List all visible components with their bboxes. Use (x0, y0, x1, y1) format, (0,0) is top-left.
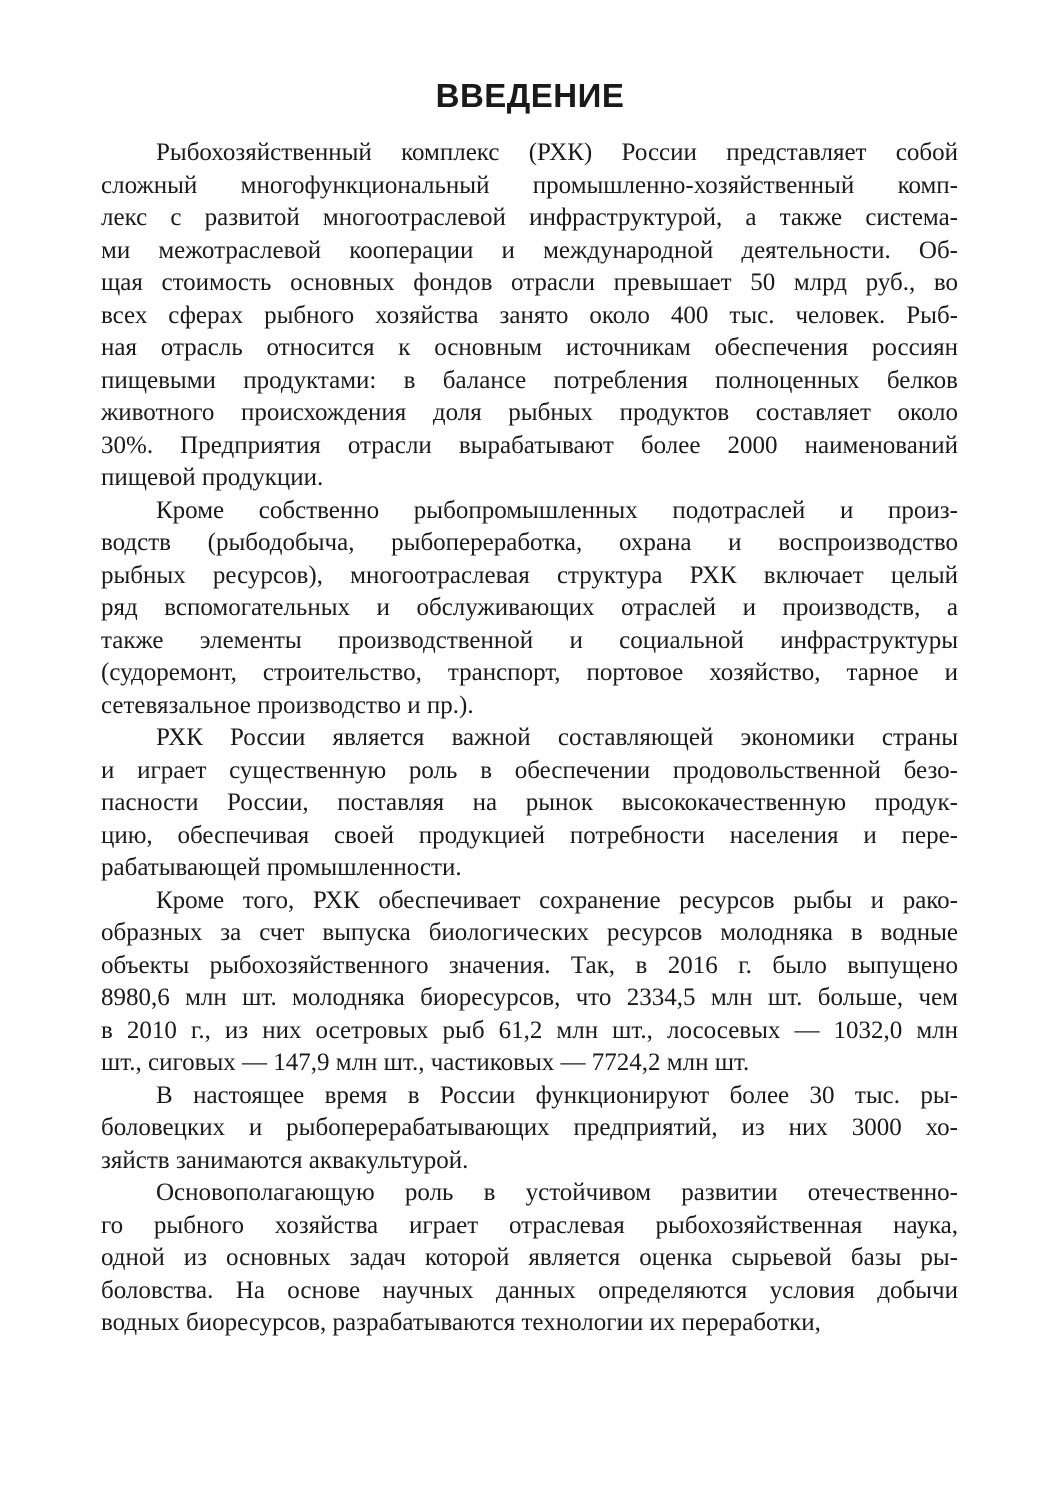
text-line: сложный многофункциональный промышленно-хозяйственный комп- (101, 171, 958, 199)
paragraph (101, 137, 958, 495)
text-line: Кроме того, РХК обеспечивает сохранение ресурсов рыбы и рако- (156, 886, 958, 914)
text-line: (судоремонт, строительство, транспорт, портовое хозяйство, тарное и (101, 659, 958, 686)
paragraph (101, 1177, 958, 1340)
text-line: сетевязальное производство и пр.). (101, 691, 474, 719)
text-line: ми межотраслевой кооперации и международной деятельности. Об- (101, 236, 958, 264)
paragraph (101, 1080, 958, 1178)
text-line: пищевой продукции. (101, 464, 324, 491)
page-title: ВВЕДЕНИЕ (435, 77, 625, 114)
text-line: также элементы производственной и социальной инфраструктуры (101, 626, 958, 654)
text-line: зяйств занимаются аквакультурой. (101, 1146, 469, 1174)
text-line: щая стоимость основных фондов отрасли превышает 50 млрд руб., во (101, 269, 958, 296)
text-line: го рыбного хозяйства играет отраслевая рыбохозяйственная наука, (101, 1211, 958, 1239)
text-line: одной из основных задач которой является оценка сырьевой базы ры- (101, 1244, 958, 1271)
text-line: РХК России является важной составляющей экономики страны (156, 724, 958, 751)
text-line: боловецких и рыбоперерабатывающих предприятий, из них 3000 хо- (101, 1114, 958, 1141)
text-line: Кроме собственно рыбопромышленных подотраслей и произ- (156, 496, 958, 524)
text-line: 30%. Предприятия отрасли вырабатывают более 2000 наименований (101, 431, 958, 459)
text-line: пищевыми продуктами: в балансе потребления полноценных белков (101, 366, 958, 394)
text-line: и играет существенную роль в обеспечении продовольственной безо- (101, 756, 958, 784)
text-line: водных биоресурсов, разрабатываются технологии их переработки, (101, 1309, 821, 1336)
text-line: в 2010 г., из них осетровых рыб 61,2 млн шт., лососевых — 1032,0 млн (101, 1016, 958, 1044)
text-line: всех сферах рыбного хозяйства занято около 400 тыс. человек. Рыб- (101, 301, 958, 329)
text-line: цию, обеспечивая своей продукцией потребности населения и пере- (101, 821, 958, 849)
text-line: пасности России, поставляя на рынок высококачественную продук- (101, 789, 958, 816)
text-line: ряд вспомогательных и обслуживающих отраслей и производств, а (101, 594, 958, 621)
paragraph (101, 495, 958, 723)
text-line: рабатывающей промышленности. (101, 854, 462, 881)
text-line: рыбных ресурсов), многоотраслевая структура РХК включает целый (101, 561, 958, 589)
text-line: боловства. На основе научных данных определяются условия добычи (101, 1276, 958, 1304)
text-line: 8980,6 млн шт. молодняка биоресурсов, что 2334,5 млн шт. больше, чем (101, 984, 958, 1011)
text-line: объекты рыбохозяйственного значения. Так, в 2016 г. было выпущено (101, 951, 958, 979)
paragraph (101, 722, 958, 885)
paragraph (101, 885, 958, 1080)
text-line: животного происхождения доля рыбных продуктов составляет около (101, 399, 958, 426)
text-line: Основополагающую роль в устойчивом развитии отечественно- (156, 1179, 958, 1206)
text-line: шт., сиговых — 147,9 млн шт., частиковых — 7724,2 млн шт. (101, 1049, 750, 1076)
text-line: ная отрасль относится к основным источникам обеспечения россиян (101, 334, 958, 361)
text-line: водств (рыбодобыча, рыбопереработка, охрана и воспроизводство (101, 529, 958, 556)
text-line: лекс с развитой многоотраслевой инфраструктурой, а также система- (101, 204, 958, 231)
body-text (101, 137, 958, 1340)
text-line: В настоящее время в России функционируют более 30 тыс. ры- (156, 1081, 958, 1109)
text-line: Рыбохозяйственный комплекс (РХК) России представляет собой (156, 139, 958, 166)
text-line: образных за счет выпуска биологических ресурсов молодняка в водные (101, 919, 958, 946)
